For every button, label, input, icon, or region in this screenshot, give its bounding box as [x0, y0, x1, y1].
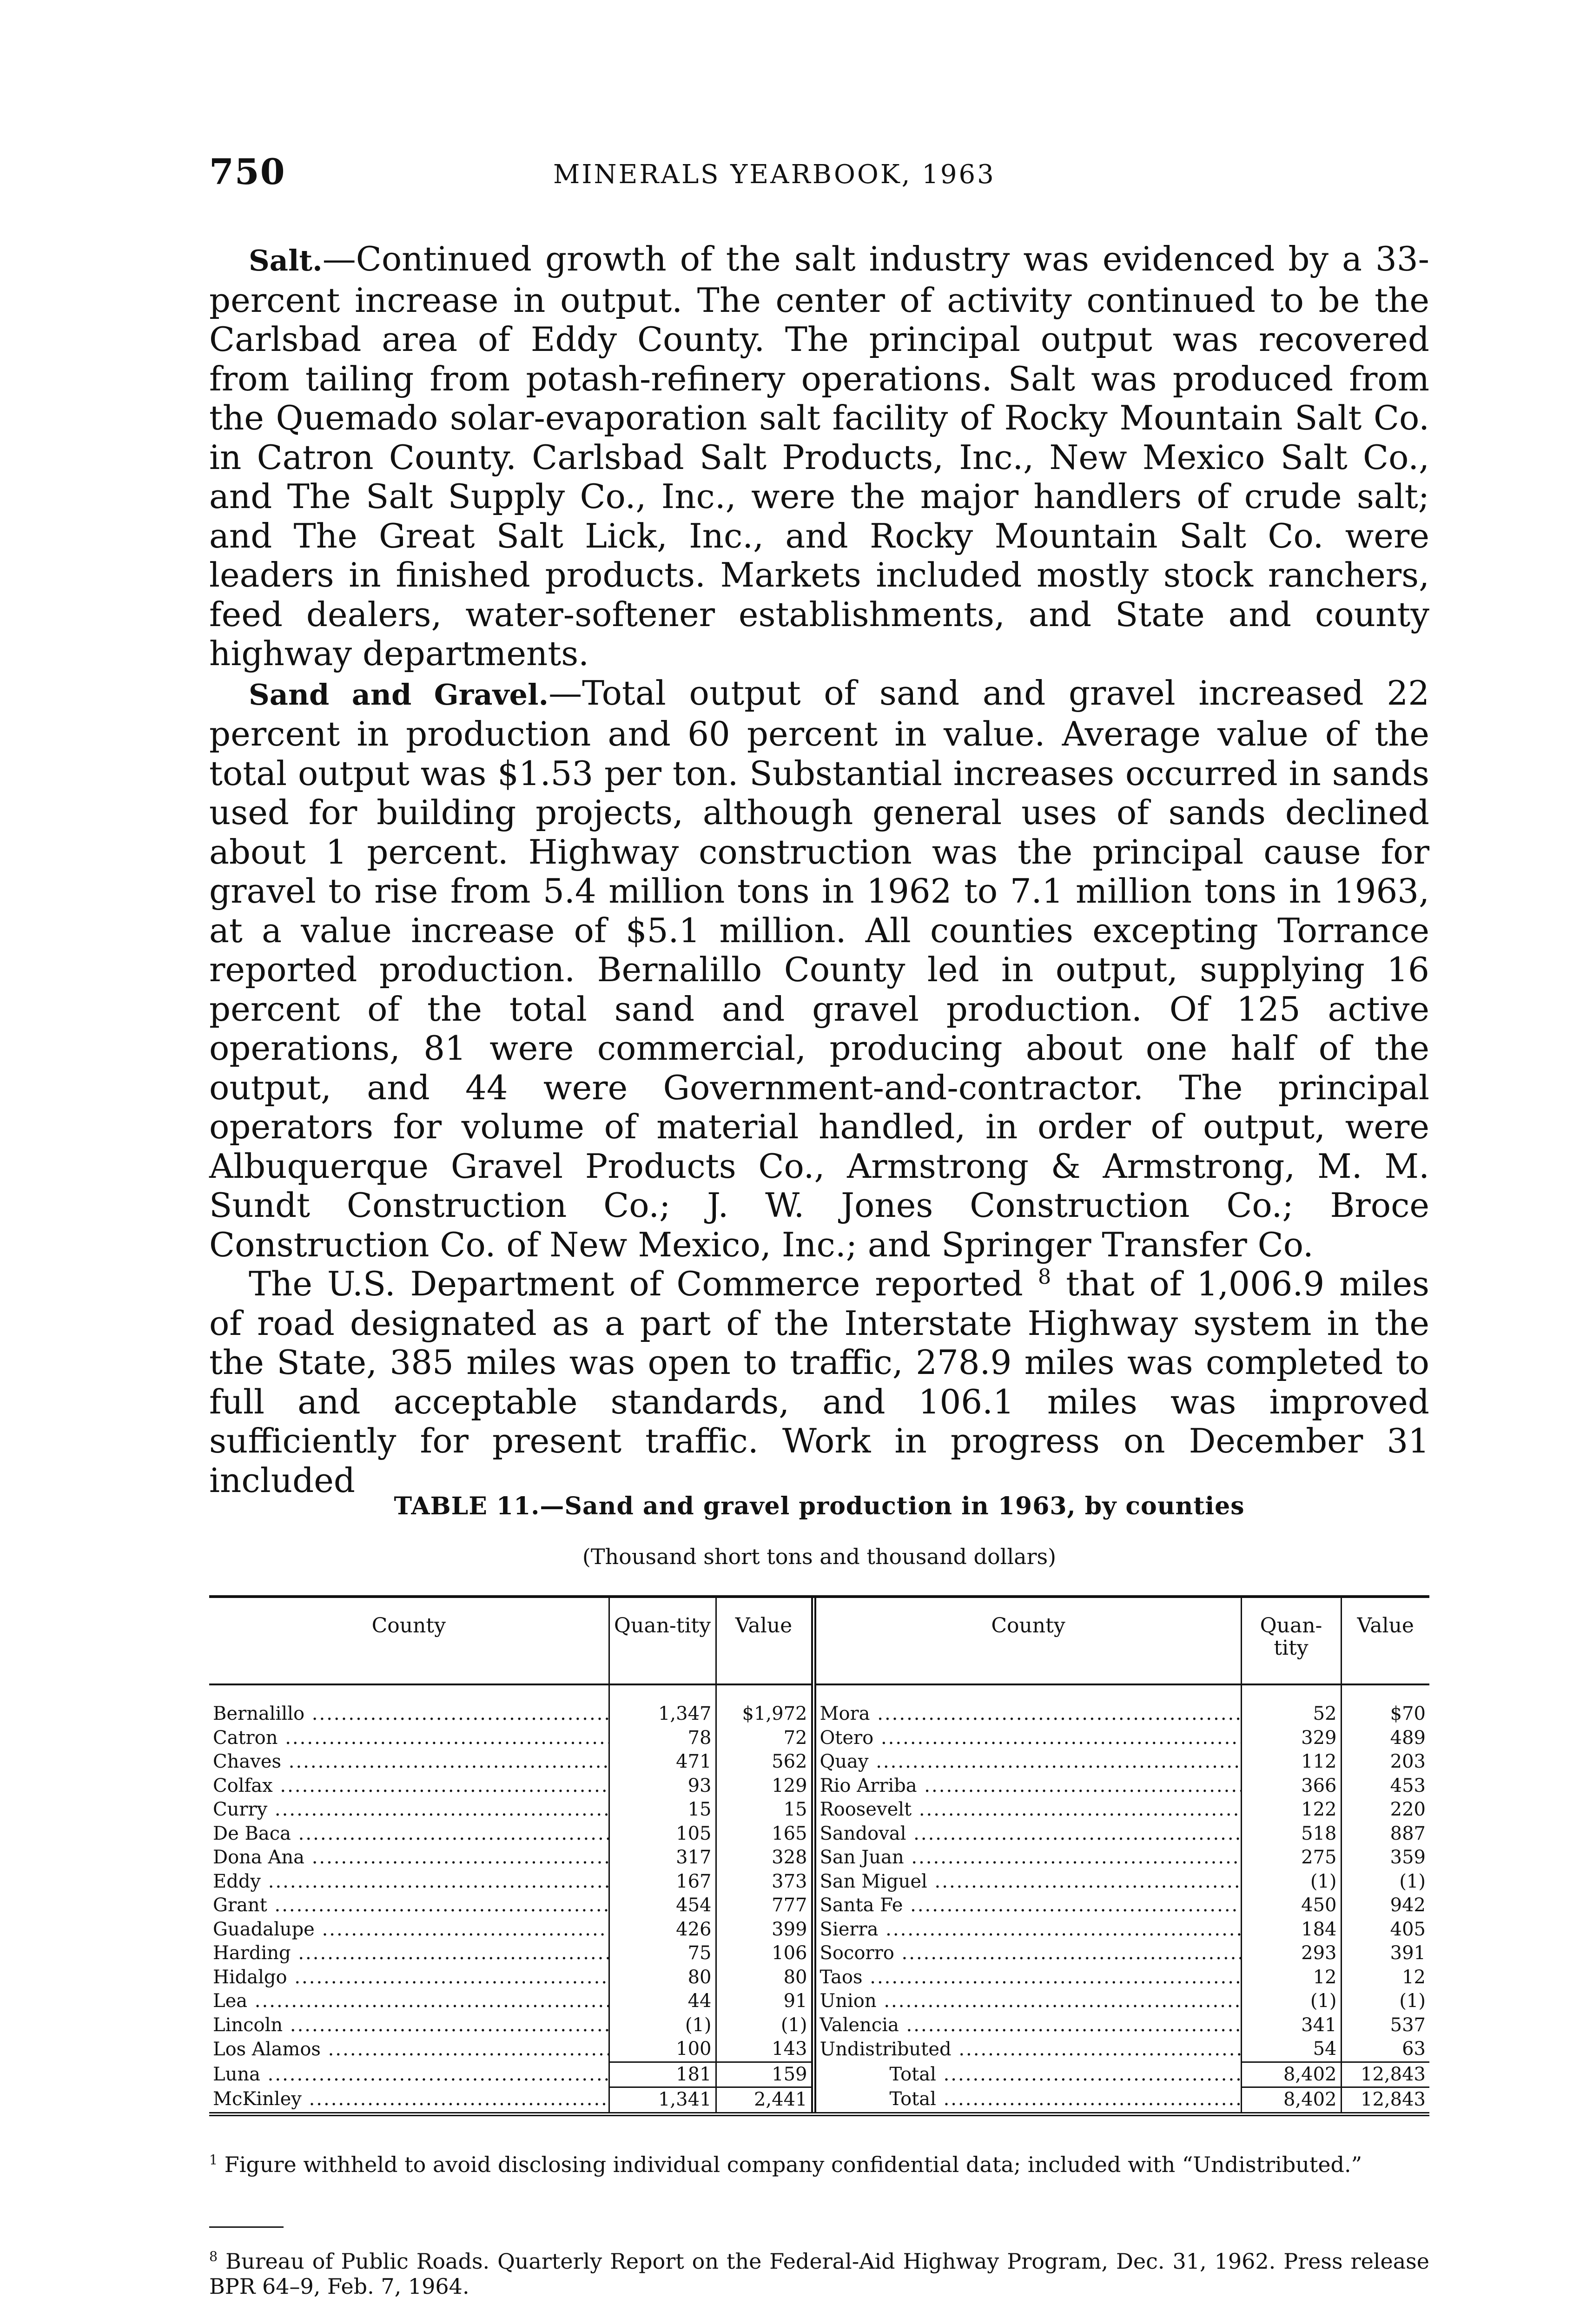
county-name: Santa Fe .....: [813, 1894, 1241, 1918]
total-label-cell: [813, 2087, 1241, 2112]
run-in-heading: Salt.: [249, 244, 323, 277]
value-cell: 537: [1341, 2014, 1429, 2038]
county-name: Socorro .....: [813, 1941, 1241, 1966]
county-name: San Miguel .....: [813, 1870, 1241, 1894]
quantity-cell: (1): [1241, 1870, 1341, 1894]
quantity-cell: 1,341: [609, 2087, 716, 2112]
value-cell: 106: [716, 1941, 813, 1966]
quantity-cell: 181: [609, 2062, 716, 2087]
county-name: Catron .....: [209, 1726, 609, 1750]
county-name: Quay .....: [813, 1750, 1241, 1774]
column-header-county: County: [209, 1598, 609, 1684]
county-name: Otero .....: [813, 1726, 1241, 1750]
county-name: Union .....: [813, 1989, 1241, 2014]
quantity-cell: 15: [609, 1798, 716, 1822]
value-cell: 72: [716, 1726, 813, 1750]
value-cell: 129: [716, 1774, 813, 1798]
county-name: Mora .....: [813, 1684, 1241, 1726]
value-cell: 220: [1341, 1798, 1429, 1822]
table-subtitle: (Thousand short tons and thousand dollars): [582, 1544, 1057, 1569]
value-cell: (1): [716, 2014, 813, 2038]
value-cell: 143: [716, 2037, 813, 2062]
value-cell: 203: [1341, 1750, 1429, 1774]
table-row: [209, 1798, 1429, 1822]
value-cell: 399: [716, 1918, 813, 1942]
value-cell: 777: [716, 1894, 813, 1918]
quantity-cell: 167: [609, 1870, 716, 1894]
table-row: [209, 1989, 1429, 2014]
county-name: Chaves .....: [209, 1750, 609, 1774]
value-cell: 887: [1341, 1822, 1429, 1846]
quantity-cell: (1): [1241, 1989, 1341, 2014]
value-cell: (1): [1341, 1989, 1429, 2014]
county-name: Rio Arriba .....: [813, 1774, 1241, 1798]
county-name: San Juan .....: [813, 1846, 1241, 1870]
county-name: Lincoln .....: [209, 2014, 609, 2038]
value-cell: $1,972: [716, 1684, 813, 1726]
quantity-cell: 80: [609, 1966, 716, 1990]
value-cell: 63: [1341, 2037, 1429, 2062]
table-row: [209, 2014, 1429, 2038]
county-name: Undistributed .....: [813, 2037, 1241, 2062]
value-cell: 159: [716, 2062, 813, 2087]
quantity-cell: 184: [1241, 1918, 1341, 1942]
quantity-cell: 450: [1241, 1894, 1341, 1918]
paragraph-sand-gravel: [209, 673, 1429, 1265]
value-cell: 91: [716, 1989, 813, 2014]
value-cell: 391: [1341, 1941, 1429, 1966]
quantity-cell: 341: [1241, 2014, 1341, 2038]
table-row: [209, 1726, 1429, 1750]
footnote-mark: 1: [209, 2152, 218, 2168]
total-label: Total: [889, 2088, 936, 2110]
quantity-cell: 112: [1241, 1750, 1341, 1774]
quantity-cell: 426: [609, 1918, 716, 1942]
footnote-8: [209, 2249, 1429, 2299]
table-row: [209, 1750, 1429, 1774]
table-row: [209, 1894, 1429, 1918]
total-quantity: 8,402: [1241, 2087, 1341, 2112]
county-name: Grant .....: [209, 1894, 609, 1918]
table-row: [209, 2087, 1429, 2112]
value-cell: 942: [1341, 1894, 1429, 1918]
page-number: 750: [209, 151, 286, 192]
county-name: De Baca .....: [209, 1822, 609, 1846]
value-cell: 489: [1341, 1726, 1429, 1750]
county-name: Valencia .....: [813, 2014, 1241, 2038]
paragraph-text: that of 1,006.9 miles of road designated as a part of the Interstate Highway system in the the State, 385 miles was open to traffic, 278.9 miles was completed to full and acceptable standards, and 106.1 miles was improved sufficiently for present traffic. Work in progress on December 31 included: [209, 1264, 1430, 1500]
column-header-value: Value: [716, 1598, 813, 1684]
quantity-cell: 518: [1241, 1822, 1341, 1846]
table-row: [209, 1918, 1429, 1942]
county-name: Dona Ana .....: [209, 1846, 609, 1870]
quantity-cell: (1): [609, 2014, 716, 2038]
footnote-rule: [209, 2226, 284, 2228]
quantity-cell: 293: [1241, 1941, 1341, 1966]
column-header-quantity: Quan-tity: [1241, 1598, 1341, 1684]
value-cell: 359: [1341, 1846, 1429, 1870]
footnote-1: [209, 2152, 1429, 2177]
quantity-cell: 93: [609, 1774, 716, 1798]
table-header-row: [209, 1598, 1429, 1684]
value-cell: 12: [1341, 1966, 1429, 1990]
table-row: [209, 2037, 1429, 2062]
county-name: Sandoval .....: [813, 1822, 1241, 1846]
county-name: McKinley .....: [209, 2087, 609, 2112]
county-name: Luna .....: [209, 2062, 609, 2087]
column-header-quantity: Quan-tity: [609, 1598, 716, 1684]
value-cell: 453: [1341, 1774, 1429, 1798]
value-cell: 328: [716, 1846, 813, 1870]
running-head: [209, 151, 1441, 202]
quantity-cell: 454: [609, 1894, 716, 1918]
body-text: [209, 239, 1429, 1500]
quantity-cell: 275: [1241, 1846, 1341, 1870]
total-value: 12,843: [1341, 2087, 1429, 2112]
table-row: [209, 1822, 1429, 1846]
footnote-reference[interactable]: 8: [1038, 1265, 1051, 1289]
footnote-text: Bureau of Public Roads. Quarterly Report on the Federal-Aid Highway Program, Dec. 31, 1962. Press release BPR 64–9, Feb. 7, 1964.: [209, 2249, 1429, 2299]
paragraph-salt: [209, 239, 1429, 673]
county-name: Hidalgo .....: [209, 1966, 609, 1990]
running-head-title: MINERALS YEARBOOK, 1963: [553, 159, 996, 190]
county-name: Guadalupe .....: [209, 1918, 609, 1942]
value-cell: 15: [716, 1798, 813, 1822]
value-cell: 2,441: [716, 2087, 813, 2112]
county-name: Taos .....: [813, 1966, 1241, 1990]
county-name: Eddy .....: [209, 1870, 609, 1894]
quantity-cell: 366: [1241, 1774, 1341, 1798]
county-name: Los Alamos .....: [209, 2037, 609, 2062]
county-name: Bernalillo .....: [209, 1684, 609, 1726]
total-value: 12,843: [1341, 2062, 1429, 2087]
quantity-cell: 1,347: [609, 1684, 716, 1726]
value-cell: 165: [716, 1822, 813, 1846]
value-cell: $70: [1341, 1684, 1429, 1726]
paragraph-text: The U.S. Department of Commerce reported: [249, 1264, 1023, 1303]
value-cell: (1): [1341, 1870, 1429, 1894]
table-body: [209, 1684, 1429, 2112]
table-row: [209, 2062, 1429, 2087]
quantity-cell: 78: [609, 1726, 716, 1750]
county-name: Lea .....: [209, 1989, 609, 2014]
value-cell: 373: [716, 1870, 813, 1894]
column-header-county: County: [813, 1598, 1241, 1684]
quantity-cell: 471: [609, 1750, 716, 1774]
table-row: [209, 1684, 1429, 1726]
paragraph-text: —Continued growth of the salt industry was evidenced by a 33-percent increase in output. The center of activity continued to be the Carlsbad area of Eddy County. The principal output was recovered from tailing from potash-refinery operations. Salt was produced from the Quemado solar-evaporation salt facility of Rocky Mountain Salt Co. in Catron County. Carlsbad Salt Products, Inc., New Mexico Salt Co., and The Salt Supply Co., Inc., were the major handlers of crude salt; and The Great Salt Lick, Inc., and Rocky Mountain Salt Co. were leaders in finished products. Markets included mostly stock ranchers, feed dealers, water-softener establishments, and State and county highway departments.: [209, 239, 1429, 673]
footnote-text: Figure withheld to avoid disclosing individual company confidential data; included with “Undistributed.”: [218, 2152, 1362, 2177]
paragraph-highways: [209, 1264, 1429, 1500]
quantity-cell: 100: [609, 2037, 716, 2062]
quantity-cell: 329: [1241, 1726, 1341, 1750]
county-name: Sierra .....: [813, 1918, 1241, 1942]
quantity-cell: 317: [609, 1846, 716, 1870]
total-label-cell: [813, 2062, 1241, 2087]
value-cell: 405: [1341, 1918, 1429, 1942]
column-header-value: Value: [1341, 1598, 1429, 1684]
table-row: [209, 1966, 1429, 1990]
total-label: Total: [889, 2063, 936, 2085]
quantity-cell: 52: [1241, 1684, 1341, 1726]
county-name: Curry .....: [209, 1798, 609, 1822]
value-cell: 80: [716, 1966, 813, 1990]
county-name: Colfax .....: [209, 1774, 609, 1798]
table-bottom-rule: [209, 2112, 1429, 2116]
total-quantity: 8,402: [1241, 2062, 1341, 2087]
quantity-cell: 12: [1241, 1966, 1341, 1990]
quantity-cell: 44: [609, 1989, 716, 2014]
paragraph-text: —Total output of sand and gravel increased 22 percent in production and 60 percent in value. Average value of the total output was $1.53 per ton. Substantial increases occurred in sands used for building projects, although general uses of sands declined about 1 percent. Highway construction was the principal cause for gravel to rise from 5.4 million tons in 1962 to 7.1 million tons in 1963, at a value increase of $5.1 million. All counties excepting Torrance reported production. Bernalillo County led in output, supplying 16 percent of the total sand and gravel production. Of 125 active operations, 81 were commercial, producing about one half of the output, and 44 were Government-and-contractor. The principal operators for volume of material handled, in order of output, were Albuquerque Gravel Products Co., Armstrong & Armstrong, M. M. Sundt Construction Co.; J. W. Jones Construction Co.; Broce Construction Co. of New Mexico, Inc.; and Springer Transfer Co.: [209, 673, 1430, 1264]
quantity-cell: 75: [609, 1941, 716, 1966]
county-name: Roosevelt .....: [813, 1798, 1241, 1822]
table-row: [209, 1941, 1429, 1966]
table-title: TABLE 11.—Sand and gravel production in 1963, by counties: [394, 1492, 1245, 1520]
sand-gravel-table: [209, 1595, 1429, 2116]
table-row: [209, 1774, 1429, 1798]
table-row: [209, 1870, 1429, 1894]
table-row: [209, 1846, 1429, 1870]
footnote-mark: 8: [209, 2249, 218, 2265]
value-cell: 562: [716, 1750, 813, 1774]
run-in-heading: Sand and Gravel.: [249, 677, 549, 712]
quantity-cell: 54: [1241, 2037, 1341, 2062]
quantity-cell: 122: [1241, 1798, 1341, 1822]
county-name: Harding .....: [209, 1941, 609, 1966]
data-table: [209, 1598, 1429, 2112]
quantity-cell: 105: [609, 1822, 716, 1846]
